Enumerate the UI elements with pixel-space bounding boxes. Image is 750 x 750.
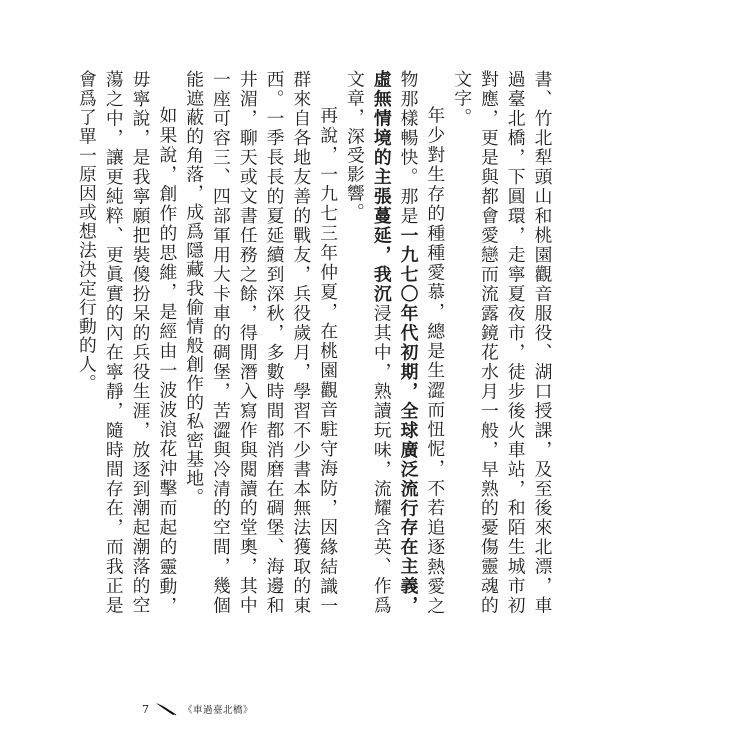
paragraph-1: 書、竹北犁頭山和桃園觀音服役、湖口授課，及至後來北漂，車過臺北橋，下圓環，走寧夏夜市，徒步後火車站，和陌生城市初對應，更是與都會愛戀而流露鏡花水月一般，早熟的憂傷靈魂的文字。 [451,70,553,615]
paragraph-2-start: 年少對生存的種種愛慕，總是生澀而忸怩，不若追逐熱愛之物那樣暢快。那是 [398,70,446,615]
paragraph-4: 如果說，創作的思維，是經由一波波浪花沖擊而起的靈動，毋寧說，是我寧願把裝傻扮呆的兵役生涯，放逐到潮起潮落的空蕩之中，讓更純粹、更眞實的內在寧靜，隨時間存在，而我正是會爲了單一原因或想法決定行動的人。 [76,70,178,615]
paragraph-2-bold: 一九七〇年代初期，全球廣泛流行存在主義，虛無情境的主張蔓延，我沉 [371,70,420,615]
paragraph-2 [341,70,448,615]
book-title: 《車過臺北橋》 [183,705,254,716]
vertical-text-block [76,70,555,615]
paragraph-3: 再說，一九七三年仲夏，在桃園觀音駐守海防，因緣結識一群來自各地友善的戰友，兵役歲月，學習不少書本無法獲取的東西。一季長長的夏延續到深秋，多數時間都消磨在碉堡、海邊和井湄，聊天或文書任務之餘，得閒潛入寫作與閱讀的堂奧，其中一座可容三、四部軍用大卡車的碉堡，苦澀與冷清的空間，幾個能遮蔽的角落，成爲隱藏我偷情般創作的私密基地。 [183,70,339,615]
quill-pen-icon [155,702,177,716]
page-number: 7 [142,702,149,716]
page-footer [142,702,253,716]
paragraph-2-end: 浸其中，熟讀玩味，流耀含英、作爲文章，深受影響。 [344,70,393,615]
